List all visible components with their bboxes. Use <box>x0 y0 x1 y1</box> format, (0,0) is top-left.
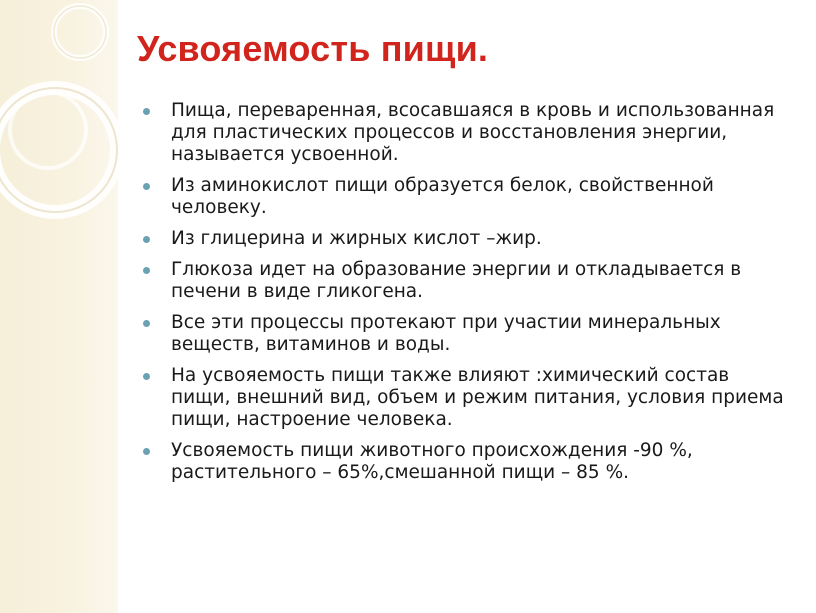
decorative-rings <box>0 0 130 613</box>
bullet-dot-icon <box>143 267 150 274</box>
bullet-text: Глюкоза идет на образование энергии и откладывается в печени в виде гликогена. <box>171 259 742 302</box>
bullet-text: На усвояемость пищи также влияют :химический состав пищи, внешний вид, объем и режим питания, условия приема пищи, настроение человека. <box>171 365 784 430</box>
bullet-dot-icon <box>143 183 150 190</box>
bullet-text: Усвояемость пищи животного происхождения -90 %, растительного – 65%,смешанной пищи – 85 %. <box>171 440 693 483</box>
bullet-dot-icon <box>143 448 150 455</box>
list-item <box>143 440 793 484</box>
bullet-list <box>143 100 793 493</box>
bullet-dot-icon <box>143 236 150 243</box>
bullet-text: Все эти процессы протекают при участии минеральных веществ, витаминов и воды. <box>171 312 721 355</box>
list-item <box>143 259 793 303</box>
list-item <box>143 365 793 431</box>
bullet-text: Пища, переваренная, всосавшаяся в кровь и использованная для пластических процессов и восстановления энергии, называется усвоенной. <box>171 100 775 165</box>
bullet-dot-icon <box>143 320 150 327</box>
page-title: Усвояемость пищи. <box>137 28 489 69</box>
ring-lower <box>10 92 86 168</box>
bullet-text: Из аминокислот пищи образуется белок, свойственной человеку. <box>171 175 714 218</box>
bullet-dot-icon <box>143 108 150 115</box>
ring-small-edge <box>54 6 106 58</box>
list-item <box>143 175 793 219</box>
bullet-text: Из глицерина и жирных кислот –жир. <box>171 228 542 249</box>
bullet-dot-icon <box>143 373 150 380</box>
list-item <box>143 228 793 250</box>
list-item <box>143 312 793 356</box>
list-item <box>143 100 793 166</box>
